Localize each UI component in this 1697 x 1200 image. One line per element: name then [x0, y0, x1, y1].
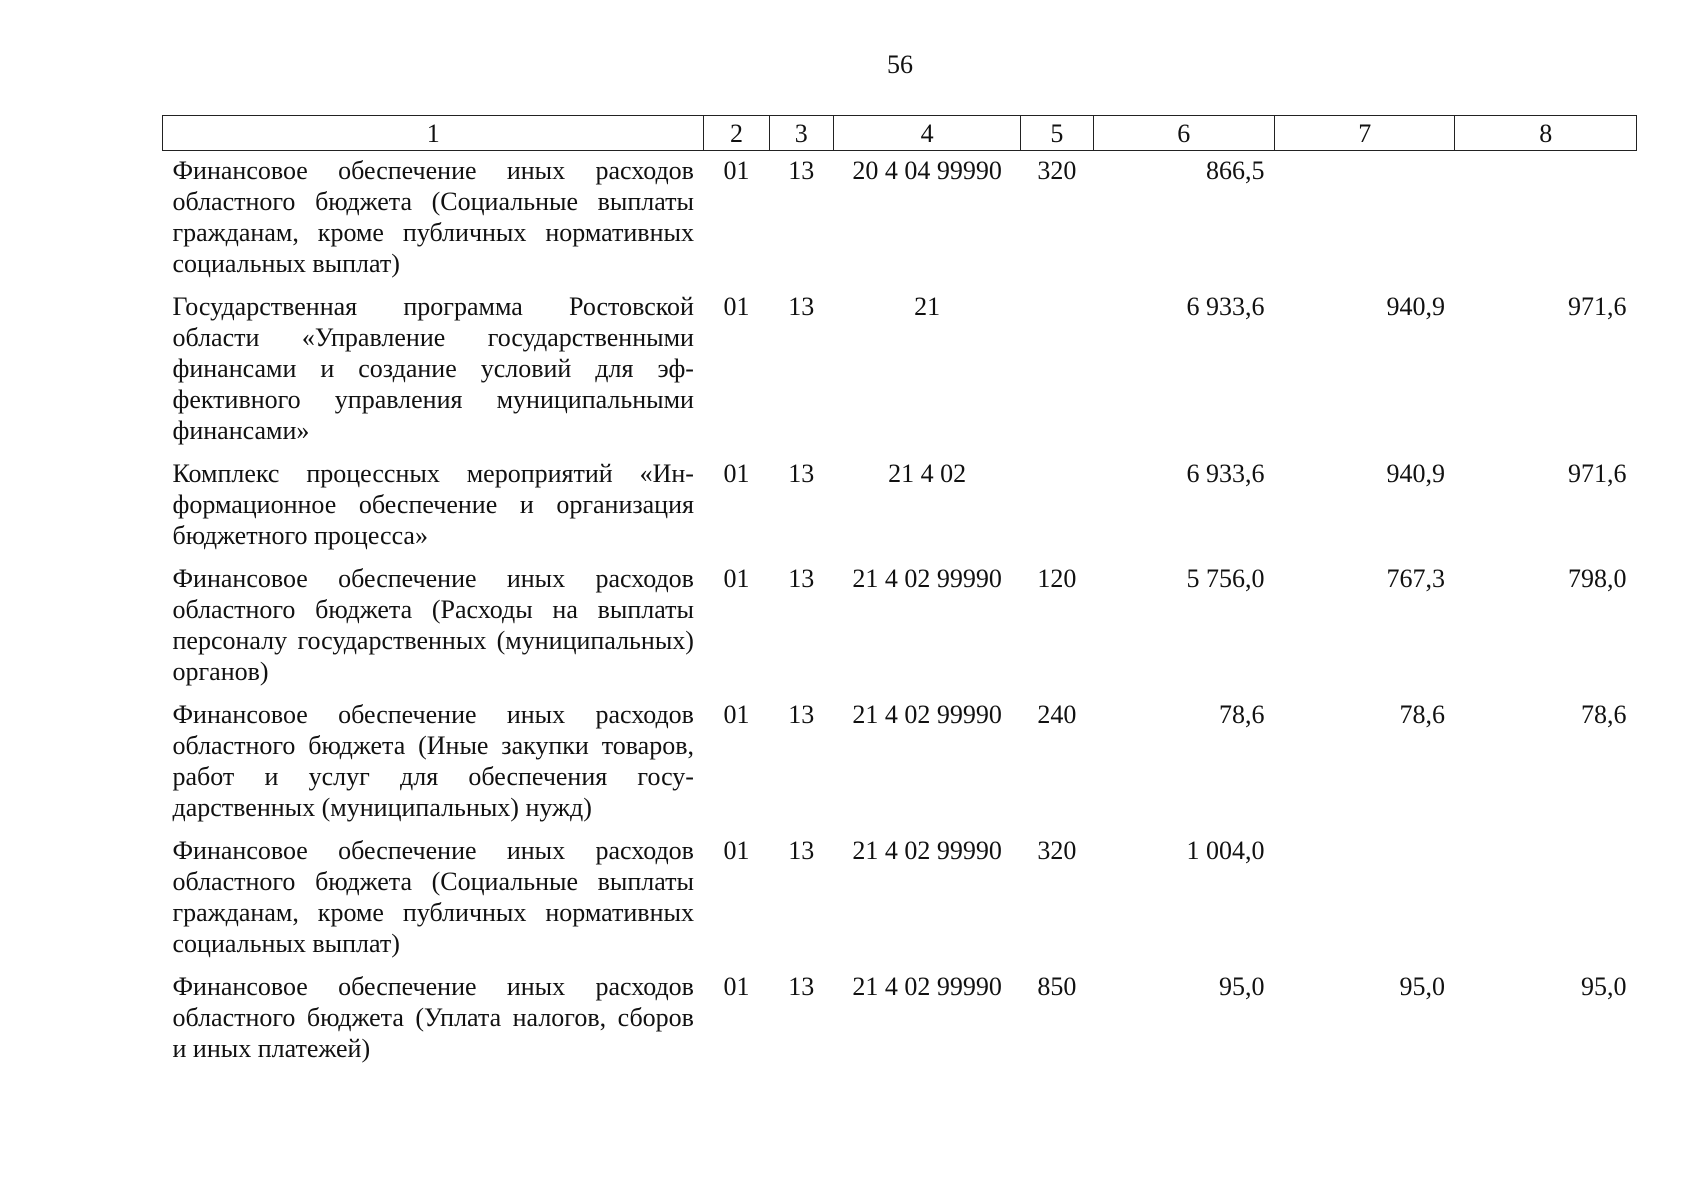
- amount-col6: 1 004,0: [1186, 836, 1265, 865]
- amount-col7: 767,3: [1386, 564, 1445, 593]
- subsection-code: 13: [788, 459, 815, 488]
- expense-type-code: 320: [1037, 156, 1077, 185]
- column-header: 1: [163, 116, 704, 151]
- expense-type-code: [1021, 454, 1093, 559]
- amount-col6: 5 756,0: [1186, 564, 1265, 593]
- amount-col6: 78,6: [1218, 700, 1265, 729]
- row-name: Финансовое обеспечение иных расходов областного бюджета (Социальные выплаты гражданам, кроме публичных нормативных социальных выплат): [172, 156, 694, 278]
- section-code: 01: [723, 836, 750, 865]
- row-name: Финансовое обеспечение иных расходов областного бюджета (Расходы на выплаты персоналу государственных (муниципальных) органов): [172, 564, 694, 686]
- table-row: [163, 695, 1637, 831]
- amount-col7: 940,9: [1386, 292, 1445, 321]
- row-name: Финансовое обеспечение иных расходов областного бюджета (Уплата налогов, сборов и иных платежей): [172, 972, 694, 1063]
- table-row: [163, 454, 1637, 559]
- page-number: 56: [887, 50, 913, 79]
- amount-col8: 798,0: [1568, 564, 1627, 593]
- row-name: Государственная программа Ростовской области «Управление государственными финансами и создание условий для эффективного управления муниципальными финансами»: [172, 292, 694, 445]
- row-name: Комплекс процессных мероприятий «Информационное обеспечение и организация бюджетного процесса»: [172, 459, 694, 550]
- expense-type-code: [1021, 287, 1093, 454]
- subsection-code: 13: [788, 564, 815, 593]
- amount-col6: 95,0: [1218, 972, 1265, 1001]
- target-article-code: 21 4 02 99990: [852, 836, 1002, 865]
- section-code: 01: [723, 459, 750, 488]
- subsection-code: 13: [788, 700, 815, 729]
- target-article-code: 21: [914, 292, 941, 321]
- section-code: 01: [723, 564, 750, 593]
- table-row: [163, 151, 1637, 288]
- expense-type-code: 240: [1037, 700, 1077, 729]
- amount-col6: 6 933,6: [1186, 292, 1265, 321]
- table-row: [163, 287, 1637, 454]
- subsection-code: 13: [788, 156, 815, 185]
- expense-type-code: 850: [1037, 972, 1077, 1001]
- column-header: 5: [1021, 116, 1093, 151]
- amount-col7: 95,0: [1399, 972, 1445, 1001]
- section-code: 01: [723, 972, 750, 1001]
- table-row: [163, 559, 1637, 695]
- expense-type-code: 120: [1037, 564, 1077, 593]
- amount-col8: 971,6: [1568, 292, 1627, 321]
- target-article-code: 21 4 02: [888, 459, 967, 488]
- target-article-code: 21 4 02 99990: [852, 700, 1002, 729]
- table-row: [163, 831, 1637, 967]
- amount-col8: 78,6: [1581, 700, 1627, 729]
- amount-col6: 6 933,6: [1186, 459, 1265, 488]
- amount-col7: 78,6: [1399, 700, 1445, 729]
- target-article-code: 21 4 02 99990: [852, 564, 1002, 593]
- amount-col6: 866,5: [1205, 156, 1265, 185]
- column-header: 3: [769, 116, 833, 151]
- row-name: Финансовое обеспечение иных расходов областного бюджета (Социальные выплаты гражданам, кроме публичных нормативных социальных выплат): [172, 836, 694, 958]
- column-header: 4: [833, 116, 1021, 151]
- amount-col7: [1274, 151, 1454, 288]
- table-row: [163, 967, 1637, 1072]
- column-header: 8: [1455, 116, 1637, 151]
- amount-col8: [1455, 831, 1637, 967]
- amount-col8: 971,6: [1568, 459, 1627, 488]
- subsection-code: 13: [788, 836, 815, 865]
- section-code: 01: [723, 292, 750, 321]
- budget-table: [162, 115, 1637, 1072]
- amount-col7: [1274, 831, 1454, 967]
- target-article-code: 21 4 02 99990: [852, 972, 1002, 1001]
- target-article-code: 20 4 04 99990: [852, 156, 1002, 185]
- section-code: 01: [723, 156, 750, 185]
- table-header-row: [163, 116, 1637, 151]
- expense-type-code: 320: [1037, 836, 1077, 865]
- amount-col8: 95,0: [1581, 972, 1627, 1001]
- section-code: 01: [723, 700, 750, 729]
- subsection-code: 13: [788, 292, 815, 321]
- amount-col8: [1455, 151, 1637, 288]
- column-header: 7: [1274, 116, 1454, 151]
- column-header: 2: [704, 116, 769, 151]
- column-header: 6: [1093, 116, 1274, 151]
- subsection-code: 13: [788, 972, 815, 1001]
- row-name: Финансовое обеспечение иных расходов областного бюджета (Иные закупки товаров, работ и услуг для обеспечения государственных (муниципальных) нужд): [172, 700, 694, 822]
- amount-col7: 940,9: [1386, 459, 1445, 488]
